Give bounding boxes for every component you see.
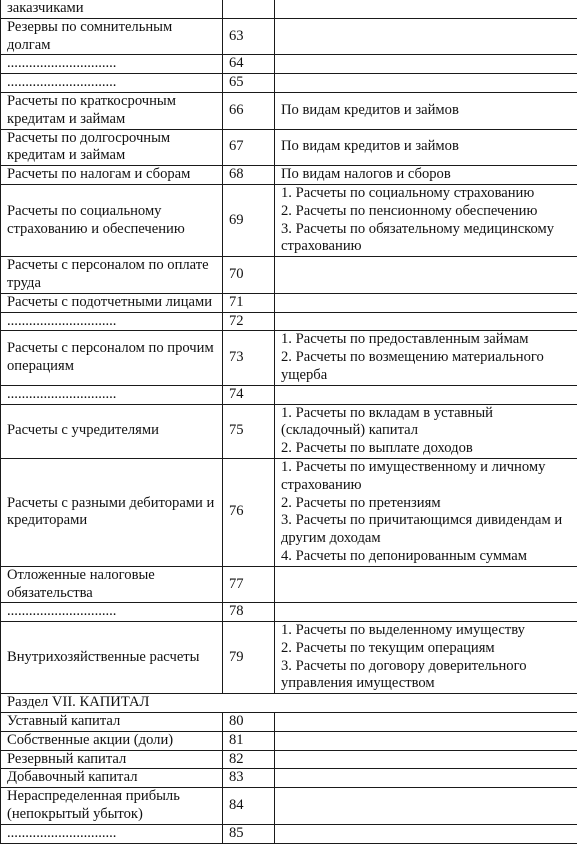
account-name: Резервный капитал [1,750,223,769]
accounts-table-body [1,0,577,843]
account-name: Расчеты с персоналом по прочим операциям [1,331,223,385]
account-number: 65 [223,74,275,93]
account-name: Расчеты по долгосрочным кредитам и займам [1,129,223,166]
subaccounts-cell [275,18,577,55]
subaccount-line: 2. Расчеты по возмещению материального ущерба [281,349,544,383]
account-number: 76 [223,458,275,566]
subaccount-line: 3. Расчеты по договору доверительного управления имуществом [281,657,527,692]
account-name: .............................. [1,312,223,331]
table-row [1,788,577,825]
subaccounts-cell [275,603,577,622]
table-row [1,404,577,458]
subaccount-line: 2. Расчеты по выплате доходов [281,440,473,457]
table-row [1,129,577,166]
subaccounts-cell [275,0,577,18]
account-name: Уставный капитал [1,713,223,732]
account-number: 64 [223,55,275,74]
account-name: Расчеты по краткосрочным кредитам и займам [1,92,223,129]
account-number: 68 [223,166,275,185]
table-row [1,312,577,331]
account-number [223,0,275,18]
subaccounts-cell [275,824,577,843]
account-name: Нераспределенная прибыль (непокрытый убыток) [1,788,223,825]
account-number: 73 [223,331,275,385]
subaccounts-cell [275,312,577,331]
table-row [1,0,577,18]
table-row [1,18,577,55]
subaccount-line: 1. Расчеты по имущественному и личному страхованию [281,458,546,493]
subaccounts-cell [275,731,577,750]
subaccount-line: По видам кредитов и займов [281,138,459,155]
account-number: 84 [223,788,275,825]
subaccounts-cell [275,622,577,694]
table-row [1,331,577,385]
subaccount-line: 1. Расчеты по вкладам в уставный (складочный) капитал [281,404,493,439]
table-row [1,622,577,694]
account-number: 85 [223,824,275,843]
table-row [1,824,577,843]
account-number: 77 [223,566,275,603]
subaccount-line: 2. Расчеты по текущим операциям [281,639,495,656]
account-name: Расчеты с учредителями [1,404,223,458]
account-number: 66 [223,92,275,129]
account-number: 67 [223,129,275,166]
subaccounts-cell [275,74,577,93]
subaccount-line: 2. Расчеты по пенсионному обеспечению [281,202,538,219]
table-row [1,385,577,404]
table-row [1,166,577,185]
subaccounts-cell [275,293,577,312]
account-number: 74 [223,385,275,404]
account-name: Расчеты по налогам и сборам [1,166,223,185]
subaccount-line: 3. Расчеты по причитающимся дивидендам и другим доходам [281,512,563,547]
subaccounts-cell [275,750,577,769]
subaccount-line: 3. Расчеты по обязательному медицинскому страхованию [281,220,555,255]
account-number: 75 [223,404,275,458]
table-row [1,184,577,256]
account-name: .............................. [1,385,223,404]
subaccount-line: 1. Расчеты по предоставленным займам [281,331,529,348]
account-name: Добавочный капитал [1,769,223,788]
table-row [1,74,577,93]
subaccounts-cell [275,788,577,825]
account-number: 79 [223,622,275,694]
subaccounts-cell [275,166,577,185]
table-row [1,731,577,750]
table-row [1,458,577,566]
subaccounts-cell [275,769,577,788]
subaccounts-cell [275,92,577,129]
subaccount-line: 4. Расчеты по депонированным суммам [281,547,527,564]
account-number: 63 [223,18,275,55]
table-row [1,293,577,312]
subaccounts-cell [275,458,577,566]
section-title: Раздел VII. КАПИТАЛ [1,694,577,713]
subaccounts-cell [275,713,577,732]
table-row [1,750,577,769]
subaccounts-cell [275,55,577,74]
subaccounts-cell [275,184,577,256]
account-name: заказчиками [1,0,223,18]
account-name: .............................. [1,55,223,74]
subaccounts-cell [275,331,577,385]
subaccount-line: 1. Расчеты по выделенному имуществу [281,622,525,639]
account-number: 83 [223,769,275,788]
account-name: Расчеты по социальному страхованию и обеспечению [1,184,223,256]
subaccounts-cell [275,129,577,166]
account-name: Расчеты с персоналом по оплате труда [1,257,223,294]
account-number: 81 [223,731,275,750]
subaccounts-cell [275,566,577,603]
account-number: 82 [223,750,275,769]
subaccounts-cell [275,385,577,404]
subaccount-line: 1. Расчеты по социальному страхованию [281,184,535,201]
account-number: 71 [223,293,275,312]
table-row [1,769,577,788]
account-name: .............................. [1,824,223,843]
account-number: 72 [223,312,275,331]
table-row [1,603,577,622]
account-name: Резервы по сомнительным долгам [1,18,223,55]
account-number: 80 [223,713,275,732]
account-name: .............................. [1,603,223,622]
table-row [1,55,577,74]
account-number: 78 [223,603,275,622]
table-row [1,566,577,603]
account-number: 70 [223,257,275,294]
subaccounts-cell [275,257,577,294]
section-row [1,694,577,713]
subaccount-line: По видам налогов и сборов [281,166,451,183]
subaccount-line: По видам кредитов и займов [281,101,459,118]
table-row [1,92,577,129]
account-name: Собственные акции (доли) [1,731,223,750]
account-name: Внутрихозяйственные расчеты [1,622,223,694]
subaccounts-cell [275,404,577,458]
account-name: Расчеты с подотчетными лицами [1,293,223,312]
account-name: Отложенные налоговые обязательства [1,566,223,603]
table-row [1,713,577,732]
table-row [1,257,577,294]
account-name: .............................. [1,74,223,93]
subaccount-line: 2. Расчеты по претензиям [281,494,441,511]
account-name: Расчеты с разными дебиторами и кредиторами [1,458,223,566]
account-number: 69 [223,184,275,256]
